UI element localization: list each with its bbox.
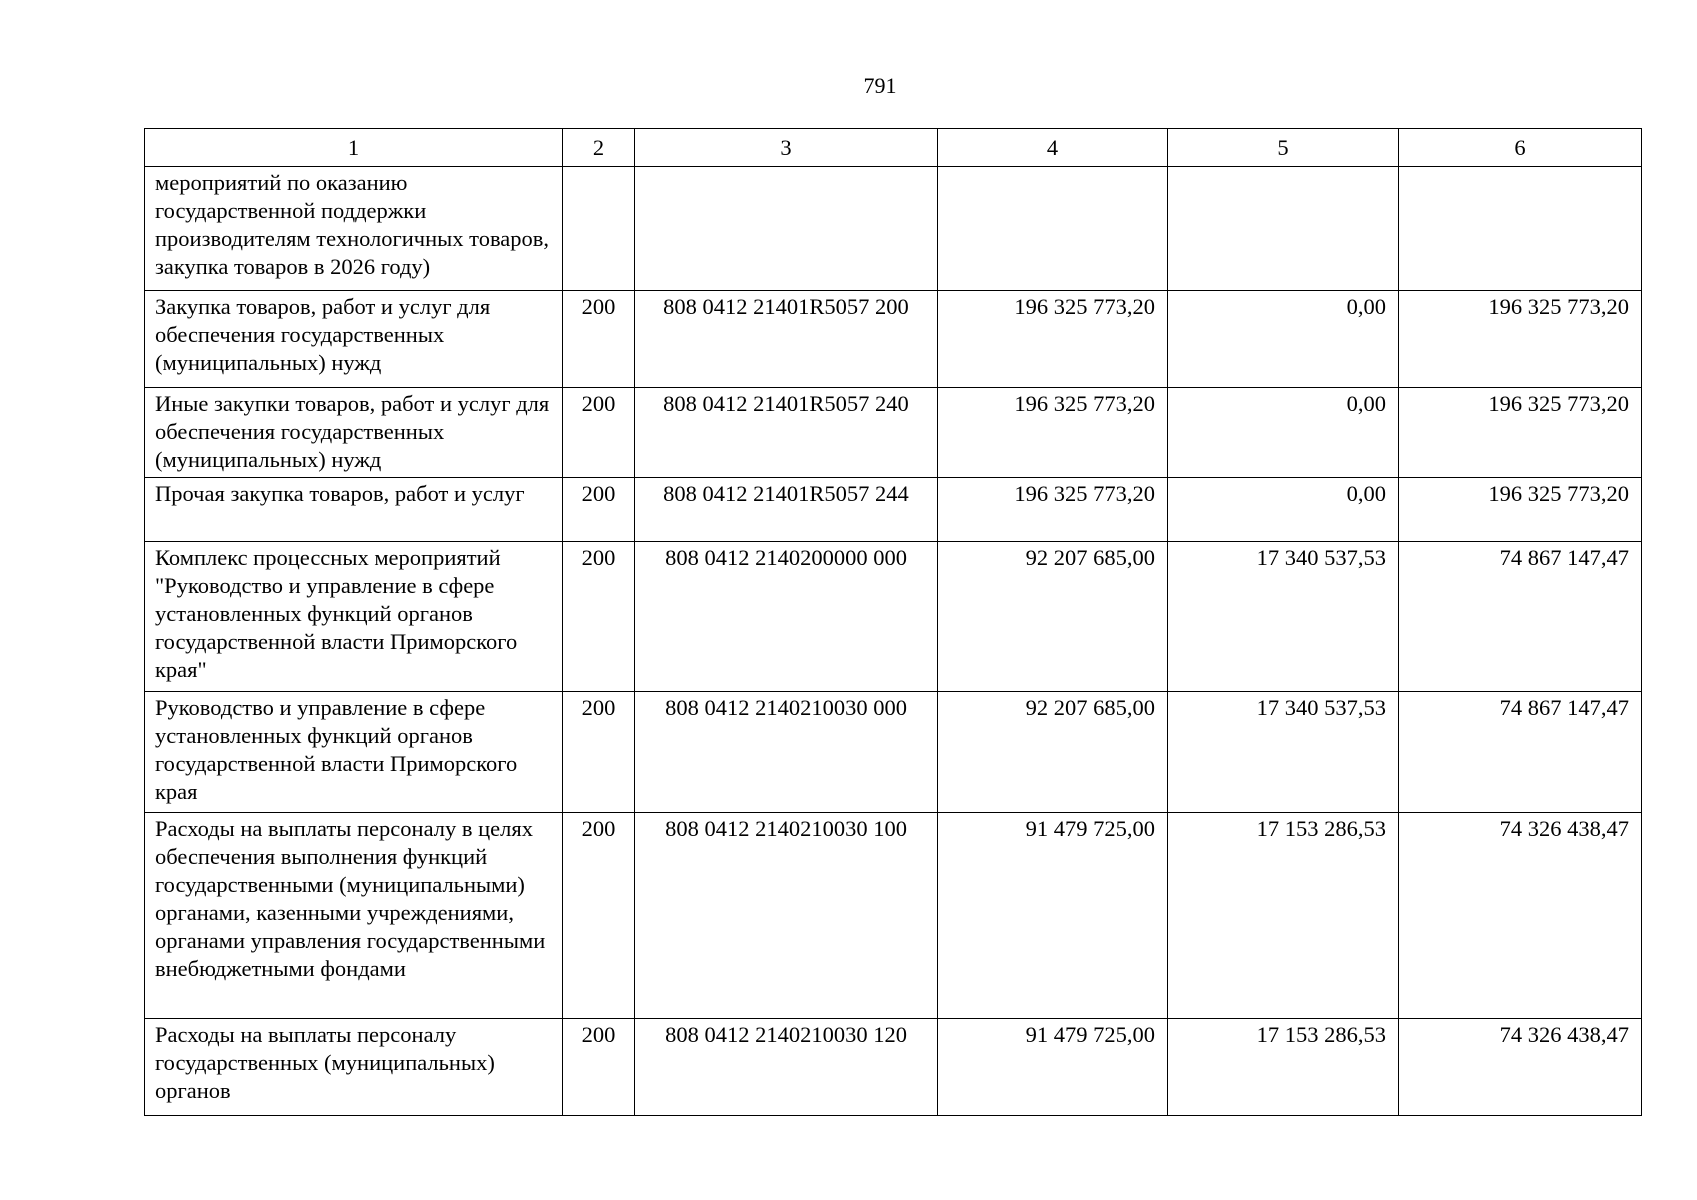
table-row [145, 692, 1642, 813]
row-value-4: 196 325 773,20 [938, 388, 1168, 478]
row-code: 200 [563, 291, 635, 388]
row-classifier: 808 0412 2140210030 100 [635, 813, 938, 1019]
row-value-6: 74 867 147,47 [1399, 542, 1642, 692]
row-name: Комплекс процессных мероприятий "Руководство и управление в сфере установленных функций органов государственной власти Приморского края" [145, 542, 563, 692]
row-value-4: 92 207 685,00 [938, 692, 1168, 813]
row-code: 200 [563, 813, 635, 1019]
row-value-5: 17 340 537,53 [1168, 542, 1399, 692]
table-row [145, 291, 1642, 388]
table-row [145, 813, 1642, 1019]
row-code: 200 [563, 478, 635, 542]
row-name: Закупка товаров, работ и услуг для обеспечения государственных (муниципальных) нужд [145, 291, 563, 388]
row-value-5: 0,00 [1168, 478, 1399, 542]
row-value-4: 91 479 725,00 [938, 1019, 1168, 1116]
row-classifier: 808 0412 2140210030 120 [635, 1019, 938, 1116]
row-value-6: 196 325 773,20 [1399, 478, 1642, 542]
row-classifier: 808 0412 21401R5057 240 [635, 388, 938, 478]
row-classifier [635, 167, 938, 291]
column-header: 2 [563, 129, 635, 167]
row-value-4 [938, 167, 1168, 291]
row-value-6: 74 326 438,47 [1399, 813, 1642, 1019]
row-value-5: 17 340 537,53 [1168, 692, 1399, 813]
table-row [145, 167, 1642, 291]
row-value-4: 196 325 773,20 [938, 291, 1168, 388]
column-header: 1 [145, 129, 563, 167]
row-classifier: 808 0412 2140200000 000 [635, 542, 938, 692]
row-value-6: 74 326 438,47 [1399, 1019, 1642, 1116]
table-row [145, 388, 1642, 478]
column-header: 4 [938, 129, 1168, 167]
column-header: 3 [635, 129, 938, 167]
column-header: 5 [1168, 129, 1399, 167]
row-name: Расходы на выплаты персоналу государственных (муниципальных) органов [145, 1019, 563, 1116]
page-number: 791 [863, 73, 897, 98]
row-value-5: 17 153 286,53 [1168, 813, 1399, 1019]
row-value-5: 17 153 286,53 [1168, 1019, 1399, 1116]
row-value-4: 92 207 685,00 [938, 542, 1168, 692]
row-code: 200 [563, 388, 635, 478]
row-value-6 [1399, 167, 1642, 291]
row-value-5 [1168, 167, 1399, 291]
row-value-4: 196 325 773,20 [938, 478, 1168, 542]
row-classifier: 808 0412 21401R5057 244 [635, 478, 938, 542]
row-classifier: 808 0412 21401R5057 200 [635, 291, 938, 388]
table-header-row [145, 129, 1642, 167]
row-code [563, 167, 635, 291]
row-classifier: 808 0412 2140210030 000 [635, 692, 938, 813]
row-name: Расходы на выплаты персоналу в целях обеспечения выполнения функций государственными (муниципальными) органами, казенными учреждениями, органами управления государственными внебюджетными фондами [145, 813, 563, 1019]
row-value-6: 196 325 773,20 [1399, 388, 1642, 478]
row-name: мероприятий по оказанию государственной поддержки производителям технологичных товаров, закупка товаров в 2026 году) [145, 167, 563, 291]
row-code: 200 [563, 692, 635, 813]
row-value-6: 196 325 773,20 [1399, 291, 1642, 388]
budget-table [144, 128, 1642, 1116]
row-name: Руководство и управление в сфере установленных функций органов государственной власти Приморского края [145, 692, 563, 813]
table-row [145, 478, 1642, 542]
row-code: 200 [563, 1019, 635, 1116]
row-value-6: 74 867 147,47 [1399, 692, 1642, 813]
table-row [145, 542, 1642, 692]
column-header: 6 [1399, 129, 1642, 167]
row-value-5: 0,00 [1168, 291, 1399, 388]
row-code: 200 [563, 542, 635, 692]
row-name: Прочая закупка товаров, работ и услуг [145, 478, 563, 542]
table-row [145, 1019, 1642, 1116]
row-value-4: 91 479 725,00 [938, 813, 1168, 1019]
row-value-5: 0,00 [1168, 388, 1399, 478]
row-name: Иные закупки товаров, работ и услуг для обеспечения государственных (муниципальных) нужд [145, 388, 563, 478]
